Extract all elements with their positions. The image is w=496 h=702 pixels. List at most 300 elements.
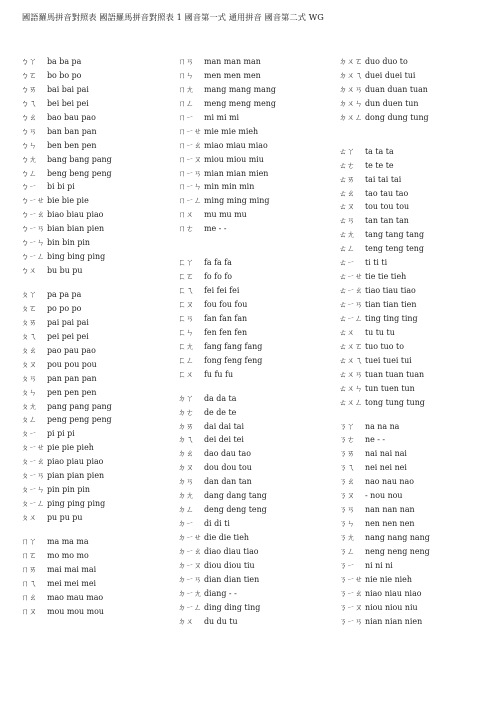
- romanization-text: tao tau tao: [365, 188, 409, 198]
- bopomofo-symbol: ㄉㄡ: [178, 463, 194, 473]
- bopomofo-symbol: ㄋㄧㄡ: [339, 602, 363, 612]
- table-row: [178, 559, 276, 573]
- table-row: [339, 187, 430, 201]
- romanization-text: bing bing ping: [47, 252, 106, 262]
- bopomofo-symbol: ㄋㄧ: [339, 560, 355, 570]
- romanization-text: miao miau miao: [204, 140, 268, 150]
- bopomofo-symbol: ㄅㄟ: [21, 98, 37, 108]
- romanization-text: ting ting ting: [365, 313, 418, 323]
- table-row: [339, 326, 430, 340]
- bopomofo-symbol: ㄉㄚ: [178, 393, 194, 403]
- bopomofo-symbol: ㄇㄤ: [178, 84, 194, 94]
- romanization-text: min min min: [204, 182, 255, 192]
- romanization-text: nao nau nao: [365, 477, 414, 487]
- romanization-text: ma ma ma: [47, 536, 89, 546]
- table-row: [21, 511, 112, 525]
- table-row: [339, 531, 430, 545]
- romanization-text: mao mau mao: [47, 592, 104, 602]
- bopomofo-symbol: ㄇㄧ: [178, 112, 194, 122]
- bopomofo-symbol: ㄅㄚ: [21, 57, 37, 66]
- table-row: [21, 97, 112, 111]
- bopomofo-symbol: ㄊㄤ: [339, 230, 355, 240]
- bopomofo-symbol: ㄇㄧㄥ: [178, 196, 202, 206]
- table-row: [339, 354, 430, 368]
- table-row: [178, 531, 276, 545]
- romanization-text: tang tang tang: [365, 230, 425, 240]
- table-row: [339, 601, 430, 615]
- bopomofo-symbol: ㄉㄨ: [178, 616, 194, 626]
- table-row: [339, 298, 430, 312]
- table-row: [178, 111, 276, 125]
- bopomofo-symbol: ㄇㄛ: [21, 550, 37, 560]
- bopomofo-symbol: ㄅㄛ: [21, 70, 37, 80]
- bopomofo-symbol: ㄆㄤ: [21, 401, 37, 411]
- table-row: [178, 489, 276, 503]
- table-row: [21, 264, 112, 278]
- table-row: [339, 573, 430, 587]
- table-row: [21, 111, 112, 125]
- table-row: [339, 312, 430, 326]
- bopomofo-symbol: ㄈㄟ: [178, 286, 194, 296]
- table-row: [339, 420, 430, 434]
- table-row: [339, 503, 430, 517]
- romanization-text: man man man: [204, 57, 261, 66]
- bopomofo-symbol: ㄇㄣ: [178, 70, 194, 80]
- bopomofo-symbol: ㄊㄧ: [339, 258, 355, 268]
- bopomofo-symbol: ㄇㄡ: [21, 606, 37, 616]
- bopomofo-symbol: ㄅㄞ: [21, 84, 37, 94]
- romanization-text: nan nan nan: [365, 505, 415, 515]
- bopomofo-symbol: ㄉㄧㄝ: [178, 533, 202, 542]
- bopomofo-symbol: ㄆㄧㄝ: [21, 443, 45, 453]
- romanization-text: pu pu pu: [47, 513, 83, 522]
- bopomofo-symbol: ㄋㄞ: [339, 449, 355, 459]
- table-row: [21, 83, 112, 97]
- row-gap: [339, 125, 430, 135]
- romanization-text: ben ben pen: [47, 140, 97, 150]
- romanization-text: ne - -: [365, 435, 386, 445]
- romanization-text: pen pen pen: [47, 387, 97, 397]
- bopomofo-symbol: ㄇㄟ: [21, 578, 37, 588]
- table-row: [339, 587, 430, 601]
- table-row: [178, 55, 276, 69]
- table-row: [178, 573, 276, 587]
- romanization-text: pa pa pa: [47, 290, 82, 299]
- romanization-text: dun duen tun: [365, 98, 419, 108]
- romanization-text: beng beng peng: [47, 168, 112, 178]
- romanization-text: tuei tuei tui: [365, 355, 412, 365]
- table-row: [21, 302, 112, 316]
- row-gap: [21, 278, 112, 288]
- row-gap: [339, 135, 430, 145]
- table-row: [178, 180, 276, 194]
- table-row: [178, 601, 276, 615]
- romanization-text: tie tie tieh: [365, 272, 407, 282]
- bopomofo-symbol: ㄇㄞ: [21, 564, 37, 574]
- bopomofo-symbol: ㄆㄞ: [21, 317, 37, 327]
- romanization-text: fou fou fou: [204, 300, 248, 309]
- bopomofo-symbol: ㄊㄧㄥ: [339, 313, 363, 323]
- row-gap: [21, 525, 112, 535]
- romanization-text: nie nie nieh: [365, 574, 412, 584]
- bopomofo-symbol: ㄉㄨㄛ: [339, 57, 363, 66]
- table-row: [339, 340, 430, 354]
- romanization-text: bo bo po: [47, 70, 82, 80]
- table-row: [21, 139, 112, 153]
- romanization-text: fa fa fa: [204, 258, 232, 268]
- romanization-text: nai nai nai: [365, 449, 407, 459]
- table-row: [21, 180, 112, 194]
- table-row: [178, 503, 276, 517]
- bopomofo-symbol: ㄇㄥ: [178, 98, 194, 108]
- bopomofo-symbol: ㄈㄨ: [178, 369, 194, 379]
- romanization-text: bie bie pie: [47, 196, 89, 206]
- table-row: [178, 194, 276, 208]
- bopomofo-symbol: ㄊㄨ: [339, 327, 355, 337]
- romanization-text: duan duan tuan: [365, 84, 428, 94]
- romanization-text: nang nang nang: [365, 533, 430, 542]
- romanization-text: biao biau piao: [47, 210, 104, 220]
- romanization-text: nei nei nei: [365, 463, 407, 473]
- table-row: [21, 236, 112, 250]
- table-row: [21, 413, 112, 427]
- bopomofo-symbol: ㄋㄟ: [339, 463, 355, 473]
- table-row: [339, 228, 430, 242]
- bopomofo-symbol: ㄉㄨㄢ: [339, 84, 363, 94]
- table-row: [339, 545, 430, 559]
- romanization-text: nian nian nien: [365, 616, 423, 626]
- bopomofo-symbol: ㄊㄨㄣ: [339, 383, 363, 393]
- row-gap: [178, 382, 276, 392]
- romanization-text: tou tou tou: [365, 202, 410, 212]
- bopomofo-symbol: ㄆㄢ: [21, 373, 37, 383]
- table-row: [178, 270, 276, 284]
- table-row: [339, 396, 430, 410]
- romanization-text: du du tu: [204, 616, 238, 626]
- romanization-text: dong dung tung: [365, 112, 429, 122]
- table-row: [21, 344, 112, 358]
- bopomofo-symbol: ㄆㄧㄥ: [21, 499, 45, 509]
- table-row: [339, 382, 430, 396]
- table-row: [21, 194, 112, 208]
- romanization-text: tu tu tu: [365, 327, 395, 337]
- romanization-text: mei mei mei: [47, 578, 97, 588]
- table-row: [21, 577, 112, 591]
- bopomofo-symbol: ㄇㄧㄢ: [178, 168, 202, 178]
- romanization-text: bu bu pu: [47, 266, 83, 276]
- table-row: [21, 69, 112, 83]
- romanization-text: pai pai pai: [47, 317, 89, 327]
- row-gap: [178, 246, 276, 256]
- bopomofo-symbol: ㄊㄧㄠ: [339, 286, 363, 296]
- table-row: [21, 497, 112, 511]
- bopomofo-symbol: ㄊㄜ: [339, 160, 355, 170]
- bopomofo-symbol: ㄊㄠ: [339, 188, 355, 198]
- romanization-text: pao pau pao: [47, 345, 96, 355]
- bopomofo-symbol: ㄉㄤ: [178, 491, 194, 501]
- table-row: [21, 316, 112, 330]
- romanization-text: deng deng teng: [204, 505, 267, 515]
- table-row: [178, 392, 276, 406]
- romanization-text: pei pei pei: [47, 331, 89, 341]
- table-row: [21, 125, 112, 139]
- romanization-text: mie mie mieh: [204, 126, 259, 136]
- bopomofo-symbol: ㄋㄢ: [339, 505, 355, 515]
- romanization-text: pie pie pieh: [47, 443, 94, 453]
- romanization-text: ni ni ni: [365, 560, 393, 570]
- romanization-text: pou pou pou: [47, 359, 97, 369]
- bopomofo-symbol: ㄇㄨ: [178, 210, 194, 220]
- bopomofo-symbol: ㄊㄡ: [339, 202, 355, 212]
- bopomofo-symbol: ㄅㄢ: [21, 126, 37, 136]
- table-row: [339, 69, 430, 83]
- romanization-text: mu mu mu: [204, 210, 247, 220]
- bopomofo-symbol: ㄉㄧㄤ: [178, 588, 202, 598]
- table-row: [21, 400, 112, 414]
- table-row: [178, 83, 276, 97]
- table-row: [21, 427, 112, 441]
- bopomofo-symbol: ㄊㄥ: [339, 244, 355, 254]
- table-row: [178, 517, 276, 531]
- romanization-text: peng peng peng: [47, 415, 112, 425]
- table-row: [178, 208, 276, 222]
- romanization-text: ta ta ta: [365, 146, 394, 156]
- table-row: [178, 615, 276, 629]
- romanization-text: fen fen fen: [204, 327, 248, 337]
- romanization-text: bang bang pang: [47, 154, 112, 164]
- table-row: [178, 139, 276, 153]
- table-row: [178, 545, 276, 559]
- bopomofo-symbol: ㄅㄧ: [21, 182, 37, 192]
- bopomofo-symbol: ㄋㄥ: [339, 546, 355, 556]
- bopomofo-symbol: ㄉㄨㄣ: [339, 98, 363, 108]
- column-3: [339, 55, 430, 629]
- romanization-text: niou niou niu: [365, 602, 418, 612]
- romanization-text: pan pan pan: [47, 373, 97, 383]
- romanization-text: teng teng teng: [365, 244, 424, 254]
- bopomofo-symbol: ㄈㄣ: [178, 327, 194, 337]
- romanization-text: tuo tuo to: [365, 341, 404, 351]
- romanization-text: tong tung tung: [365, 397, 425, 407]
- bopomofo-symbol: ㄋㄤ: [339, 533, 355, 542]
- romanization-text: pian pian pien: [47, 471, 105, 481]
- bopomofo-symbol: ㄉㄧ: [178, 519, 194, 529]
- bopomofo-symbol: ㄅㄧㄣ: [21, 238, 45, 248]
- table-row: [178, 368, 276, 382]
- table-row: [178, 125, 276, 139]
- romanization-text: miou miou miu: [204, 154, 264, 164]
- romanization-text: da da ta: [204, 393, 237, 403]
- bopomofo-symbol: ㄅㄧㄠ: [21, 210, 45, 220]
- romanization-text: te te te: [365, 160, 394, 170]
- romanization-text: tian tian tien: [365, 300, 417, 309]
- table-row: [178, 312, 276, 326]
- table-row: [21, 153, 112, 167]
- romanization-text: fan fan fan: [204, 313, 248, 323]
- table-row: [21, 591, 112, 605]
- bopomofo-symbol: ㄋㄧㄢ: [339, 616, 363, 626]
- romanization-text: pang pang pang: [47, 401, 112, 411]
- table-row: [339, 173, 430, 187]
- bopomofo-symbol: ㄆㄠ: [21, 345, 37, 355]
- bopomofo-symbol: ㄊㄞ: [339, 174, 355, 184]
- table-row: [339, 284, 430, 298]
- romanization-text: de de te: [204, 407, 237, 417]
- bopomofo-symbol: ㄋㄧㄠ: [339, 588, 363, 598]
- romanization-text: ping ping ping: [47, 499, 106, 509]
- bopomofo-symbol: ㄈㄛ: [178, 272, 194, 282]
- table-row: [21, 330, 112, 344]
- table-row: [339, 270, 430, 284]
- bopomofo-symbol: ㄋㄜ: [339, 435, 355, 445]
- table-row: [21, 208, 112, 222]
- romanization-text: fo fo fo: [204, 272, 233, 282]
- table-row: [339, 83, 430, 97]
- bopomofo-symbol: ㄉㄨㄥ: [339, 112, 363, 122]
- bopomofo-symbol: ㄈㄤ: [178, 341, 194, 351]
- romanization-text: bin bin pin: [47, 238, 90, 248]
- bopomofo-symbol: ㄆㄟ: [21, 331, 37, 341]
- table-row: [178, 167, 276, 181]
- romanization-text: bei bei pei: [47, 98, 89, 108]
- romanization-text: tuan tuan tuan: [365, 369, 425, 379]
- romanization-text: meng meng meng: [204, 98, 276, 108]
- romanization-text: nen nen nen: [365, 519, 415, 529]
- romanization-text: neng neng neng: [365, 546, 430, 556]
- romanization-text: tan tan tan: [365, 216, 409, 226]
- bopomofo-symbol: ㄋㄚ: [339, 421, 355, 431]
- table-row: [21, 549, 112, 563]
- romanization-text: duei duei tui: [365, 70, 416, 80]
- bopomofo-symbol: ㄊㄧㄝ: [339, 272, 363, 282]
- romanization-text: dei dei tei: [204, 435, 244, 445]
- bopomofo-symbol: ㄆㄥ: [21, 415, 37, 425]
- table-row: [21, 55, 112, 69]
- table-row: [339, 615, 430, 629]
- romanization-text: duo duo to: [365, 57, 408, 66]
- bopomofo-symbol: ㄊㄨㄥ: [339, 397, 363, 407]
- bopomofo-symbol: ㄊㄨㄢ: [339, 369, 363, 379]
- bopomofo-symbol: ㄅㄤ: [21, 154, 37, 164]
- bopomofo-symbol: ㄇㄠ: [21, 592, 37, 602]
- bopomofo-symbol: ㄆㄧㄢ: [21, 471, 45, 481]
- bopomofo-symbol: ㄊㄚ: [339, 146, 355, 156]
- romanization-text: po po po: [47, 303, 82, 313]
- romanization-text: tun tuen tun: [365, 383, 415, 393]
- bopomofo-symbol: ㄅㄥ: [21, 168, 37, 178]
- bopomofo-symbol: ㄇㄢ: [178, 57, 194, 66]
- table-row: [178, 354, 276, 368]
- romanization-text: mang mang mang: [204, 84, 276, 94]
- bopomofo-symbol: ㄈㄚ: [178, 258, 194, 268]
- romanization-text: dai dai tai: [204, 421, 244, 431]
- bopomofo-symbol: ㄊㄨㄛ: [339, 341, 363, 351]
- table-row: [339, 145, 430, 159]
- romanization-text: bi bi pi: [47, 182, 75, 192]
- bopomofo-symbol: ㄅㄠ: [21, 112, 37, 122]
- column-1: [21, 55, 112, 619]
- table-row: [339, 256, 430, 270]
- table-row: [339, 489, 430, 503]
- table-row: [21, 483, 112, 497]
- bopomofo-symbol: ㄉㄨㄟ: [339, 70, 363, 80]
- table-row: [178, 256, 276, 270]
- table-row: [339, 111, 430, 125]
- table-row: [339, 517, 430, 531]
- table-row: [21, 222, 112, 236]
- romanization-text: bao bau pao: [47, 112, 96, 122]
- romanization-text: ding ding ting: [204, 602, 261, 612]
- bopomofo-symbol: ㄉㄥ: [178, 505, 194, 515]
- romanization-text: mai mai mai: [47, 564, 97, 574]
- bopomofo-symbol: ㄉㄧㄢ: [178, 574, 202, 584]
- bopomofo-symbol: ㄆㄡ: [21, 359, 37, 369]
- romanization-text: diang - -: [204, 588, 237, 598]
- bopomofo-symbol: ㄋㄠ: [339, 477, 355, 487]
- column-2: [178, 55, 276, 629]
- table-row: [21, 358, 112, 372]
- bopomofo-symbol: ㄋㄣ: [339, 519, 355, 529]
- romanization-text: mi mi mi: [204, 112, 240, 122]
- bopomofo-symbol: ㄈㄡ: [178, 300, 194, 309]
- table-row: [21, 386, 112, 400]
- table-row: [339, 159, 430, 173]
- bopomofo-symbol: ㄉㄜ: [178, 407, 194, 417]
- bopomofo-symbol: ㄉㄟ: [178, 435, 194, 445]
- table-row: [339, 447, 430, 461]
- table-row: [178, 153, 276, 167]
- table-row: [339, 433, 430, 447]
- romanization-text: ti ti ti: [365, 258, 388, 268]
- table-row: [21, 605, 112, 619]
- bopomofo-symbol: ㄅㄧㄥ: [21, 252, 45, 262]
- romanization-text: dou dou tou: [204, 463, 252, 473]
- romanization-text: dao dau tao: [204, 449, 251, 459]
- romanization-text: tiao tiau tiao: [365, 286, 416, 296]
- table-row: [21, 469, 112, 483]
- table-row: [339, 368, 430, 382]
- table-row: [178, 587, 276, 601]
- table-row: [21, 563, 112, 577]
- table-row: [178, 222, 276, 236]
- table-row: [21, 167, 112, 181]
- table-row: [21, 372, 112, 386]
- table-row: [178, 69, 276, 83]
- bopomofo-symbol: ㄊㄧㄢ: [339, 300, 363, 309]
- table-row: [339, 475, 430, 489]
- bopomofo-symbol: ㄆㄧㄣ: [21, 485, 45, 495]
- romanization-text: diou diou tiu: [204, 560, 255, 570]
- romanization-text: di di ti: [204, 519, 230, 529]
- romanization-text: bian bian pien: [47, 224, 105, 234]
- bopomofo-symbol: ㄆㄚ: [21, 290, 37, 299]
- table-row: [178, 420, 276, 434]
- table-row: [339, 214, 430, 228]
- romanization-text: piao piau piao: [47, 457, 104, 467]
- bopomofo-symbol: ㄅㄨ: [21, 266, 37, 276]
- bopomofo-symbol: ㄊㄨㄟ: [339, 355, 363, 365]
- romanization-text: die die tieh: [204, 533, 249, 542]
- row-gap: [339, 410, 430, 420]
- page-header: 國語羅馬拼音對照表 國語羅馬拼音對照表 1 國音第一式 通用拼音 國音第二式 WG: [22, 12, 324, 22]
- bopomofo-symbol: ㄉㄧㄡ: [178, 560, 202, 570]
- romanization-text: mou mou mou: [47, 606, 104, 616]
- romanization-text: fei fei fei: [204, 286, 240, 296]
- bopomofo-symbol: ㄈㄥ: [178, 355, 194, 365]
- romanization-text: na na na: [365, 421, 400, 431]
- romanization-text: fu fu fu: [204, 369, 234, 379]
- bopomofo-symbol: ㄇㄚ: [21, 536, 37, 546]
